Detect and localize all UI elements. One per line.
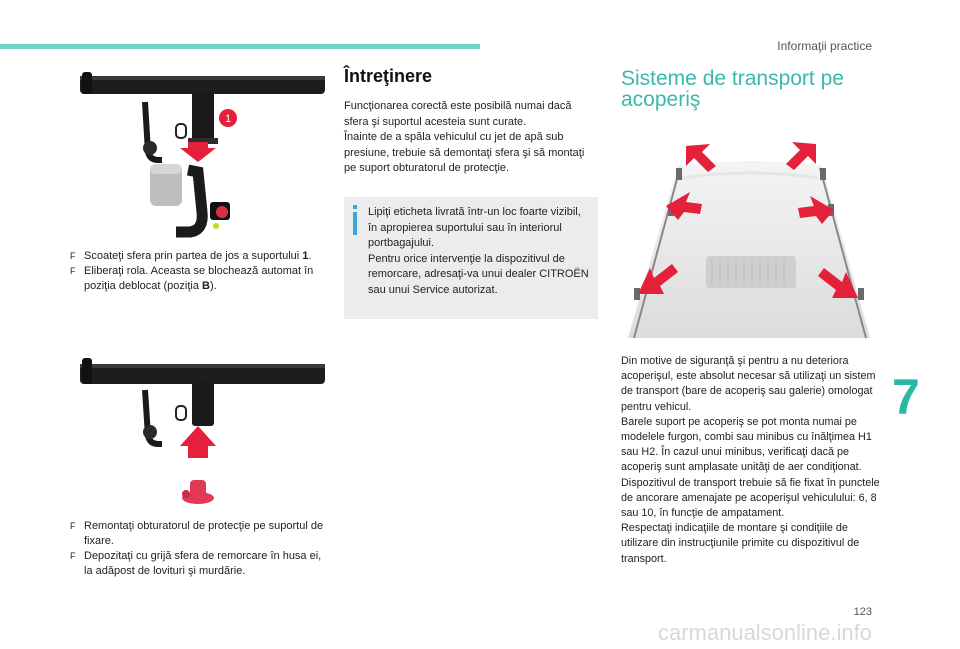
page-number: 123 [853, 606, 872, 618]
bullet-marker: F [70, 551, 76, 561]
roof-rack-figure [620, 138, 882, 346]
maintenance-paragraph: Funcţionarea corectă este posibilă numai dacă sfera şi suportul acesteia sunt curate. Înainte de a spăla vehiculul cu jet de apă sub presiune, trebuie să demontaţi sfera şi să montaţi pe suport obturatorul de protecţie. [344, 100, 585, 174]
info-icon [353, 205, 357, 235]
info-text: Lipiţi eticheta livrată într-un loc foarte vizibil, în apropierea suportului sau în interiorul portbagajului. Pentru orice intervenţie la dispozitivul de remorcare, adresaţi-va unui dealer CITROËN sau unui Service autorizat. [368, 206, 589, 296]
list-item: F Remontaţi obturatorul de protecţie pe suportul de fixare. [70, 520, 324, 547]
list-item: F Depozitaţi cu grijă sfera de remorcare în husa ei, la adăpost de lovituri şi murdărie. [70, 550, 322, 577]
header-accent-bar [0, 44, 480, 49]
maintenance-heading: Întreţinere [344, 66, 433, 86]
arrow-down-icon [180, 142, 216, 162]
refit-steps-list [70, 519, 326, 579]
list-item: F Scoateţi sfera prin partea de jos a suportului 1. [70, 250, 312, 262]
info-box [344, 197, 598, 319]
removal-steps-list [70, 249, 326, 294]
chapter-number: 7 [892, 369, 920, 425]
arrow-up-icon [180, 426, 216, 458]
section-title: Informaţii practice [777, 39, 872, 53]
bullet-marker: F [70, 521, 76, 531]
cap-refit-figure [70, 346, 326, 516]
roof-transport-heading: Sisteme de transport pe acoperiş [621, 67, 844, 111]
list-item: F Eliberaţi rola. Aceasta se blochează automat în poziţia deblocat (poziţia B). [70, 265, 314, 292]
towbar-removal-figure [70, 62, 326, 242]
bullet-marker: F [70, 266, 76, 276]
roof-transport-paragraph: Din motive de siguranţă şi pentru a nu deteriora acoperişul, este absolut necesar să utilizaţi un sistem de transport (bare de acoperiş sau galerie) omologat pentru vehicul. Barele suport pe acoperiş se pot monta numai pe modelele furgon, combi sau minibus cu înălţimea H1 sau H2. În cazul unui minibus, verificaţi dacă pe acoperiş sunt amplasate unităţi de aer condiţionat. Dispozitivul de transport trebuie să fie fixat în punctele de ancorare amenajate pe acoperişul vehiculului: 6, 8 sau 10, în funcţie de ampatament. Respectaţi indicaţiile de montare şi condiţiile de utilizare din instrucţiunile primite cu dispozitivul de transport. [621, 355, 880, 565]
callout-label: 1 [224, 113, 232, 125]
bullet-marker: F [70, 251, 76, 261]
watermark: carmanualsonline.info [657, 620, 872, 645]
